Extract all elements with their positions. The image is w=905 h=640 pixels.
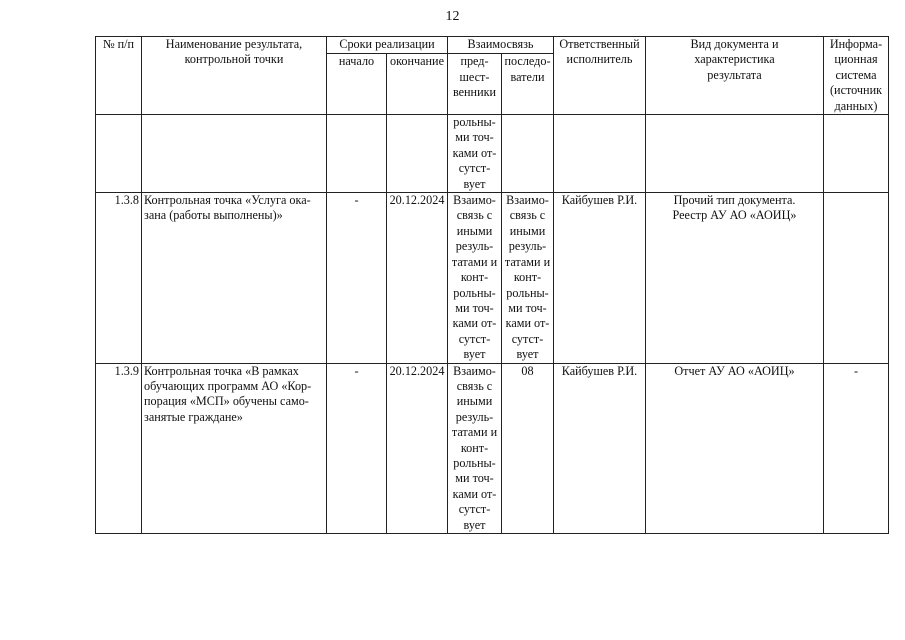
header-doc-type: Вид документа и характеристика результата [646,37,824,115]
table-row [96,193,889,363]
header-terms: Сроки реализации [327,37,448,54]
header-successors: последо- ватели [502,54,554,115]
cell-doc [646,115,824,193]
cell-info [824,193,889,363]
results-table [95,36,889,534]
header-num: № п/п [96,37,142,115]
header-name: Наименование результата, контрольной точки [142,37,327,115]
cell-name [142,115,327,193]
cell-predecessors: рольны- ми точ- ками от- сутст- вует [448,115,502,193]
cell-predecessors: Взаимо- связь с иными резуль- татами и конт- рольны- ми точ- ками от- сутст- вует [448,193,502,363]
cell-info [824,115,889,193]
cell-start: - [327,363,387,533]
header-end: окончание [387,54,448,115]
cell-end: 20.12.2024 [387,363,448,533]
cell-successors: 08 [502,363,554,533]
cell-doc: Отчет АУ АО «АОИЦ» [646,363,824,533]
header-start: начало [327,54,387,115]
page-number: 12 [445,9,460,24]
cell-end: 20.12.2024 [387,193,448,363]
cell-num: 1.3.8 [96,193,142,363]
cell-doc: Прочий тип документа. Реестр АУ АО «АОИЦ» [646,193,824,363]
cell-successors: Взаимо- связь с иными резуль- татами и конт- рольны- ми точ- ками от- сутст- вует [502,193,554,363]
cell-num: 1.3.9 [96,363,142,533]
header-info-system: Информа- ционная система (источник данных) [824,37,889,115]
cell-start: - [327,193,387,363]
header-executor: Ответственный исполнитель [554,37,646,115]
cell-executor [554,115,646,193]
cell-name: Контрольная точка «Услуга ока- зана (работы выполнены)» [142,193,327,363]
cell-executor: Кайбушев Р.И. [554,193,646,363]
header-row-top [96,37,889,54]
cell-name: Контрольная точка «В рамках обучающих программ АО «Кор- порация «МСП» обучены само- занятые граждане» [142,363,327,533]
cell-num [96,115,142,193]
cell-end [387,115,448,193]
cell-executor: Кайбушев Р.И. [554,363,646,533]
table-row [96,115,889,193]
header-predecessors: пред- шест- венники [448,54,502,115]
cell-successors [502,115,554,193]
table-row [96,363,889,533]
cell-start [327,115,387,193]
header-relation: Взаимосвязь [448,37,554,54]
cell-predecessors: Взаимо- связь с иными резуль- татами и конт- рольны- ми точ- ками от- сутст- вует [448,363,502,533]
cell-info: - [824,363,889,533]
